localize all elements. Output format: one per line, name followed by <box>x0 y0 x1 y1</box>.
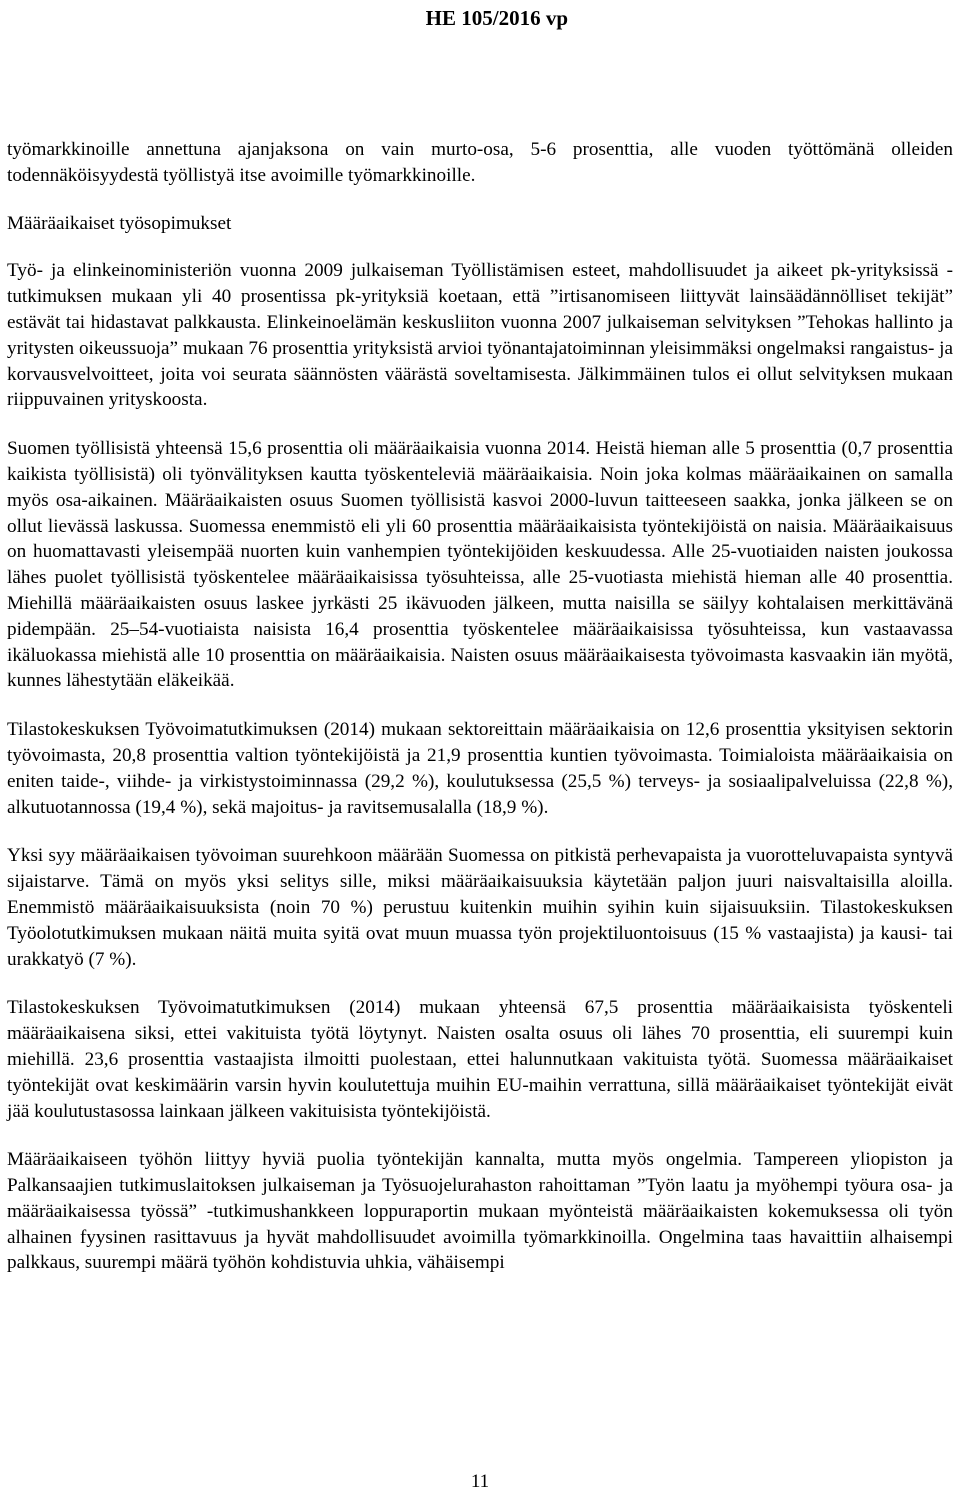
paragraph-pros-cons: Määräaikaiseen työhön liittyy hyviä puolia työntekijän kannalta, mutta myös ongelmia. Tampereen yliopiston ja Palkansaajien tutkimuslaitoksen julkaiseman ja Työsuojelurahaston rahoittaman ”Työn laatu ja myöhempi työura osa- ja määräaikaisessa työssä” -tutkimushankkeen loppuraportin mukaan myönteistä määräaikaisten kokemuksessa oli työn alhainen fyysinen rasittavuus ja hyvät mahdollisuudet avoimilla työmarkkinoilla. Ongelmina taas havaittiin alhaisempi palkkaus, suurempi määrä työhön kohdistuvia uhkia, vähäisempi <box>7 1149 953 1274</box>
paragraph-intro-continuation: työmarkkinoille annettuna ajanjaksona on vain murto-osa, 5-6 prosenttia, alle vuoden työttömänä olleiden todennäköisyydestä työllistyä itse avoimille työmarkkinoille. <box>7 139 953 186</box>
page-body <box>7 137 953 1276</box>
paragraph-sme-study: Työ- ja elinkeinoministeriön vuonna 2009 julkaiseman Työllistämisen esteet, mahdollisuudet ja aikeet pk-yrityksissä -tutkimuksen mukaan yli 40 prosentissa pk-yrityksiä koetaan, että ”irtisanomiseen liittyvät lainsäädännölliset tekijät” estävät tai hidastavat palkkausta. Elinkeinoelämän keskusliiton vuonna 2007 julkaiseman selvityksen ”Tehokas hallinto ja yritysten oikeussuoja” mukaan 76 prosenttia yrityksistä arvioi työnantajatoiminnan yleisimmäksi ongelmaksi rangaistus- ja korvausvelvoitteet, joita voi seurata säännösten väärästä soveltamisesta. Jälkimmäinen tulos ei ollut selvityksen mukaan riippuvainen yrityskoosta. <box>7 260 953 411</box>
paragraph-involuntary: Tilastokeskuksen Työvoimatutkimuksen (2014) mukaan yhteensä 67,5 prosenttia määräaikaisista työskenteli määräaikaisena siksi, ettei vakituista työtä löytynyt. Naisten osalta osuus oli lähes 70 prosenttia, eli suurempi kuin miehillä. 23,6 prosenttia vastaajista ilmoitti puolestaan, ettei halunnutkaan vakituista työtä. Suomessa määräaikaiset työntekijät ovat keskimäärin varsin hyvin koulutettuja muihin EU-maihin verrattuna, sillä määräaikaiset työntekijät eivät jää koulutustasossa lainkaan jälkeen vakituisista työntekijöistä. <box>7 997 953 1122</box>
page-number: 11 <box>470 1471 490 1492</box>
paragraph-reasons: Yksi syy määräaikaisen työvoiman suurehkoon määrään Suomessa on pitkistä perhevapaista ja vuorotteluvapaista syntyvä sijaistarve. Tämä on myös yksi selitys sille, miksi määräaikaisuuksia käytetään paljon juuri naisvaltaisilla aloilla. Enemmistö määräaikaisuuksista (noin 70 %) perustuu kuitenkin muihin syihin kuin sijaisuuksiin. Tilastokeskuksen Työolotutkimuksen mukaan näitä muita syitä ovat muun muassa työn projektiluontoisuus (15 % vastaajista) ja kausi- tai urakkatyö (7 %). <box>7 845 953 970</box>
paragraph-fixed-term-share: Suomen työllisistä yhteensä 15,6 prosenttia oli määräaikaisia vuonna 2014. Heistä hieman alle 5 prosenttia (0,7 prosenttia kaikista työllisistä) oli työnvälityksen kautta työskenteleviä määräaikaisia. Noin joka kolmas määräaikainen on samalla myös osa-aikainen. Määräaikaisten osuus Suomen työllisistä kasvoi 2000-luvun taitteeseen saakka, jonka jälkeen se on ollut lievässä laskussa. Suomessa enemmistö eli yli 60 prosenttia määräaikaisista työntekijöistä on naisia. Määräaikaisuus on huomattavasti yleisempää nuorten kuin vanhempien työntekijöiden keskuudessa. Alle 25-vuotiaiden naisten joukossa lähes puolet työllisistä työskentelee määräaikaisissa työsuhteissa, alle 25-vuotiasta miehistä hieman alle 40 prosenttia. Miehillä määräaikaisten osuus laskee jyrkästi 25 ikävuoden jälkeen, mutta naisilla se säilyy kohtalaisen merkittävänä pidempään. 25–54-vuotiaista naisista 16,4 prosenttia työskentelee määräaikaisissa työsuhteissa, kun vastaavassa ikäluokassa miehistä alle 10 prosenttia on määräaikaisia. Naisten osuus määräaikaisesta työvoimasta kasvaakin iän myötä, kunnes lähestytään eläkeikää. <box>7 438 953 692</box>
section-heading-fixed-term-contracts: Määräaikaiset työsopimukset <box>7 212 232 234</box>
paragraph-sectors: Tilastokeskuksen Työvoimatutkimuksen (2014) mukaan sektoreittain määräaikaisia on 12,6 prosenttia yksityisen sektorin työvoimasta, 20,8 prosenttia valtion työntekijöistä ja 21,9 prosenttia kuntien työvoimasta. Toimialoista määräaikaisia on eniten taide-, viihde- ja virkistystoiminnassa (29,2 %), koulutuksessa (25,5 %) terveys- ja sosiaalipalveluissa (22,8 %), alkutuotannossa (19,4 %), sekä majoitus- ja ravitsemusalalla (18,9 %). <box>7 719 953 818</box>
document-id-header: HE 105/2016 vp <box>425 6 568 30</box>
